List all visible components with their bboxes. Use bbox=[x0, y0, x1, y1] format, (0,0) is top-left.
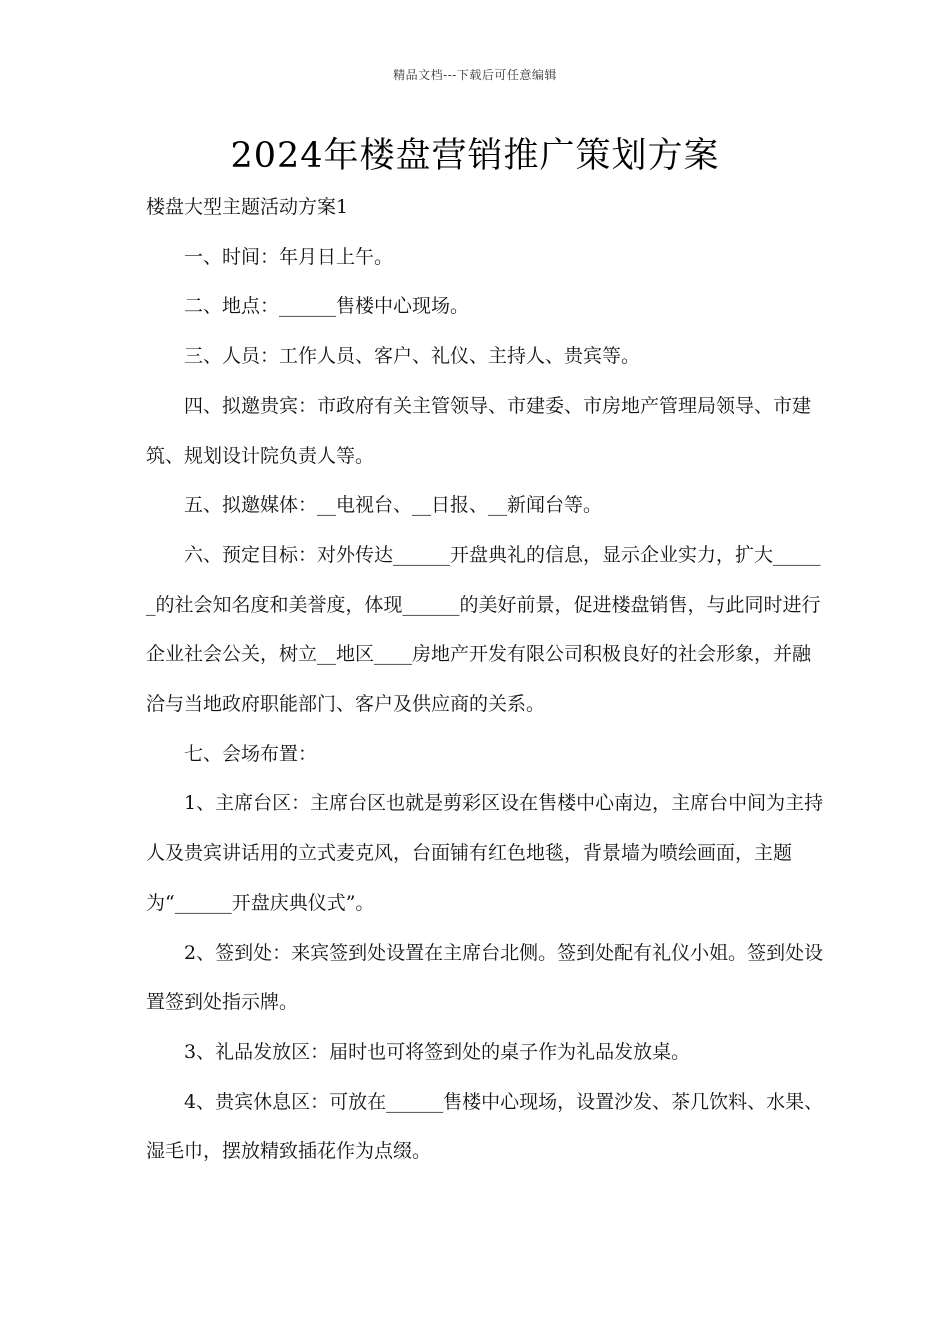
paragraph-time: 一、时间：年月日上午。 bbox=[184, 245, 394, 268]
paragraph-gift-area: 3、礼品发放区：届时也可将签到处的桌子作为礼品发放桌。 bbox=[184, 1040, 691, 1063]
paragraph-sign-in: 2、签到处：来宾签到处设置在主席台北侧。签到处配有礼仪小姐。签到处设置签到处指示牌。 bbox=[146, 941, 824, 1014]
section-subtitle: 楼盘大型主题活动方案1 bbox=[146, 196, 349, 218]
document-body bbox=[146, 183, 826, 1177]
paragraph-personnel: 三、人员：工作人员、客户、礼仪、主持人、贵宾等。 bbox=[184, 345, 641, 368]
paragraph-stage-area: 1、主席台区：主席台区也就是剪彩区设在售楼中心南边，主席台中间为主持人及贵宾讲话用的立式麦克风，台面铺有红色地毯，背景墙为喷绘画面，主题为“______开盘庆典仪式”。 bbox=[146, 792, 824, 914]
paragraph-vip-lounge: 4、贵宾休息区：可放在______售楼中心现场，设置沙发、茶几饮料、水果、湿毛巾，摆放精致插花作为点缀。 bbox=[146, 1090, 824, 1163]
paragraph-venue-layout: 七、会场布置： bbox=[184, 742, 318, 765]
paragraph-invited-media: 五、拟邀媒体：__电视台、__日报、__新闻台等。 bbox=[184, 494, 603, 517]
paragraph-invited-guests: 四、拟邀贵宾：市政府有关主管领导、市建委、市房地产管理局领导、市建筑、规划设计院负责人等。 bbox=[146, 394, 812, 467]
paragraph-goals: 六、预定目标：对外传达______开盘典礼的信息，显示企业实力，扩大______的社会知名度和美誉度，体现______的美好前景，促进楼盘销售，与此同时进行企业社会公关，树立__地区____房地产开发有限公司积极良好的社会形象，并融洽与当地政府职能部门、客户及供应商的关系。 bbox=[146, 543, 821, 716]
header-note: 精品文档---下载后可任意编辑 bbox=[393, 68, 557, 82]
paragraph-location: 二、地点：______售楼中心现场。 bbox=[184, 295, 470, 318]
document-title: 2024年楼盘营销推广策划方案 bbox=[230, 136, 720, 176]
